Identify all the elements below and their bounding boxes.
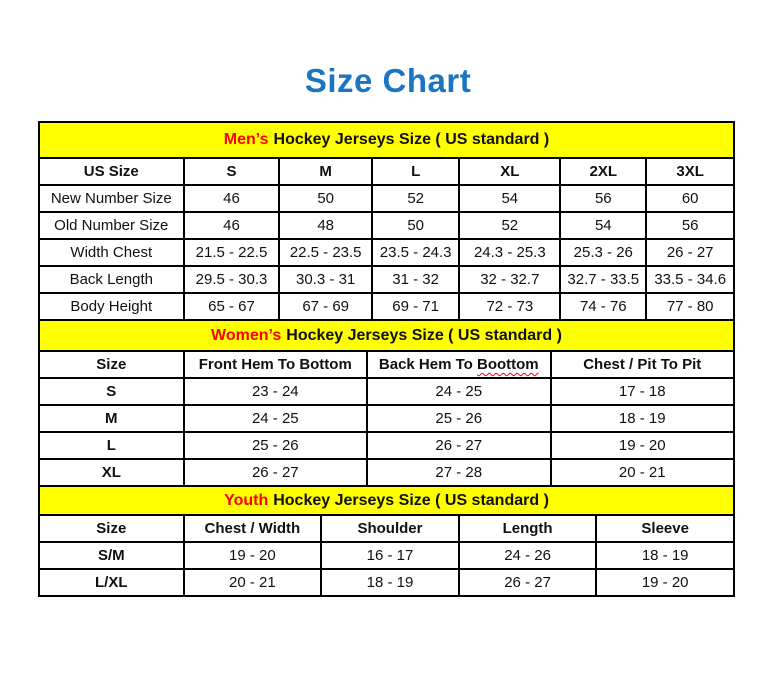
size-value-cell: 54 bbox=[459, 185, 560, 212]
size-value-cell: 26 - 27 bbox=[184, 459, 367, 486]
column-header: Size bbox=[39, 515, 184, 542]
size-value-cell: 21.5 - 22.5 bbox=[184, 239, 280, 266]
size-value-cell: 18 - 19 bbox=[321, 569, 459, 596]
size-value-cell: 18 - 19 bbox=[596, 542, 734, 569]
size-value-cell: 22.5 - 23.5 bbox=[279, 239, 371, 266]
column-header: US Size bbox=[39, 158, 184, 185]
column-header: M bbox=[279, 158, 371, 185]
size-value-cell: 33.5 - 34.6 bbox=[646, 266, 734, 293]
column-header: Sleeve bbox=[596, 515, 734, 542]
size-value-cell: 25 - 26 bbox=[184, 432, 367, 459]
size-value-cell: 24 - 25 bbox=[367, 378, 550, 405]
size-value-cell: 52 bbox=[372, 185, 460, 212]
size-value-cell: 24.3 - 25.3 bbox=[459, 239, 560, 266]
size-value-cell: 17 - 18 bbox=[551, 378, 734, 405]
size-value-cell: 26 - 27 bbox=[646, 239, 734, 266]
youth-size-table bbox=[38, 514, 735, 597]
table-row bbox=[39, 432, 734, 459]
column-header-row bbox=[39, 515, 734, 542]
column-header: Size bbox=[39, 351, 184, 378]
size-value-cell: 27 - 28 bbox=[367, 459, 550, 486]
column-header: L bbox=[372, 158, 460, 185]
womens-size-table-section bbox=[38, 319, 735, 487]
size-value-cell: 24 - 26 bbox=[459, 542, 597, 569]
row-label: Old Number Size bbox=[39, 212, 184, 239]
column-header: Chest / Pit To Pit bbox=[551, 351, 734, 378]
youth-size-table-section bbox=[38, 485, 735, 597]
column-header: 3XL bbox=[646, 158, 734, 185]
size-value-cell: 19 - 20 bbox=[551, 432, 734, 459]
mens-size-table bbox=[38, 157, 735, 321]
youth-band-highlight: Youth bbox=[224, 491, 269, 509]
size-value-cell: 46 bbox=[184, 212, 280, 239]
size-value-cell: 50 bbox=[279, 185, 371, 212]
table-row bbox=[39, 378, 734, 405]
size-value-cell: 72 - 73 bbox=[459, 293, 560, 320]
size-value-cell: 29.5 - 30.3 bbox=[184, 266, 280, 293]
size-value-cell: 20 - 21 bbox=[184, 569, 322, 596]
row-label: Body Height bbox=[39, 293, 184, 320]
column-header: Chest / Width bbox=[184, 515, 322, 542]
size-value-cell: 32 - 32.7 bbox=[459, 266, 560, 293]
size-value-cell: 18 - 19 bbox=[551, 405, 734, 432]
table-row bbox=[39, 293, 734, 320]
misspelled-word: Boottom bbox=[476, 356, 539, 373]
column-header-row bbox=[39, 351, 734, 378]
table-row bbox=[39, 569, 734, 596]
youth-section-band bbox=[38, 485, 735, 516]
row-label: S/M bbox=[39, 542, 184, 569]
mens-band-highlight: Men’s bbox=[223, 131, 269, 148]
row-label: Width Chest bbox=[39, 239, 184, 266]
row-label: M bbox=[39, 405, 184, 432]
size-value-cell: 50 bbox=[372, 212, 460, 239]
size-value-cell: 30.3 - 31 bbox=[279, 266, 371, 293]
mens-section-band bbox=[38, 121, 735, 159]
size-value-cell: 24 - 25 bbox=[184, 405, 367, 432]
column-header: Length bbox=[459, 515, 597, 542]
size-value-cell: 46 bbox=[184, 185, 280, 212]
size-value-cell: 56 bbox=[646, 212, 734, 239]
womens-band-text: Hockey Jerseys Size ( US standard ) bbox=[286, 326, 562, 344]
size-value-cell: 25 - 26 bbox=[367, 405, 550, 432]
womens-section-band bbox=[38, 319, 735, 352]
size-value-cell: 26 - 27 bbox=[459, 569, 597, 596]
womens-size-table bbox=[38, 350, 735, 487]
youth-band-text: Hockey Jerseys Size ( US standard ) bbox=[273, 491, 549, 509]
size-value-cell: 26 - 27 bbox=[367, 432, 550, 459]
row-label: L/XL bbox=[39, 569, 184, 596]
column-header-row bbox=[39, 158, 734, 185]
size-chart bbox=[38, 121, 735, 597]
size-value-cell: 16 - 17 bbox=[321, 542, 459, 569]
size-value-cell: 77 - 80 bbox=[646, 293, 734, 320]
size-value-cell: 56 bbox=[560, 185, 646, 212]
table-row bbox=[39, 185, 734, 212]
size-value-cell: 31 - 32 bbox=[372, 266, 460, 293]
size-value-cell: 54 bbox=[560, 212, 646, 239]
mens-size-table-section bbox=[38, 121, 735, 321]
size-value-cell: 48 bbox=[279, 212, 371, 239]
column-header: Back Hem To Boottom bbox=[367, 351, 550, 378]
mens-band-text: Hockey Jerseys Size ( US standard ) bbox=[273, 131, 550, 148]
size-value-cell: 19 - 20 bbox=[596, 569, 734, 596]
row-label: New Number Size bbox=[39, 185, 184, 212]
column-header: S bbox=[184, 158, 280, 185]
column-header: 2XL bbox=[560, 158, 646, 185]
size-value-cell: 52 bbox=[459, 212, 560, 239]
size-value-cell: 65 - 67 bbox=[184, 293, 280, 320]
size-value-cell: 69 - 71 bbox=[372, 293, 460, 320]
row-label: XL bbox=[39, 459, 184, 486]
row-label: Back Length bbox=[39, 266, 184, 293]
size-value-cell: 20 - 21 bbox=[551, 459, 734, 486]
column-header: XL bbox=[459, 158, 560, 185]
table-row bbox=[39, 266, 734, 293]
womens-band-highlight: Women’s bbox=[211, 326, 282, 344]
table-row bbox=[39, 212, 734, 239]
table-row bbox=[39, 405, 734, 432]
size-value-cell: 23.5 - 24.3 bbox=[372, 239, 460, 266]
page-title: Size Chart bbox=[304, 62, 472, 99]
table-row bbox=[39, 459, 734, 486]
size-value-cell: 60 bbox=[646, 185, 734, 212]
row-label: S bbox=[39, 378, 184, 405]
size-value-cell: 19 - 20 bbox=[184, 542, 322, 569]
table-row bbox=[39, 239, 734, 266]
size-value-cell: 25.3 - 26 bbox=[560, 239, 646, 266]
size-value-cell: 32.7 - 33.5 bbox=[560, 266, 646, 293]
row-label: L bbox=[39, 432, 184, 459]
table-row bbox=[39, 542, 734, 569]
size-value-cell: 67 - 69 bbox=[279, 293, 371, 320]
column-header: Shoulder bbox=[321, 515, 459, 542]
size-value-cell: 74 - 76 bbox=[560, 293, 646, 320]
size-value-cell: 23 - 24 bbox=[184, 378, 367, 405]
column-header: Front Hem To Bottom bbox=[184, 351, 367, 378]
